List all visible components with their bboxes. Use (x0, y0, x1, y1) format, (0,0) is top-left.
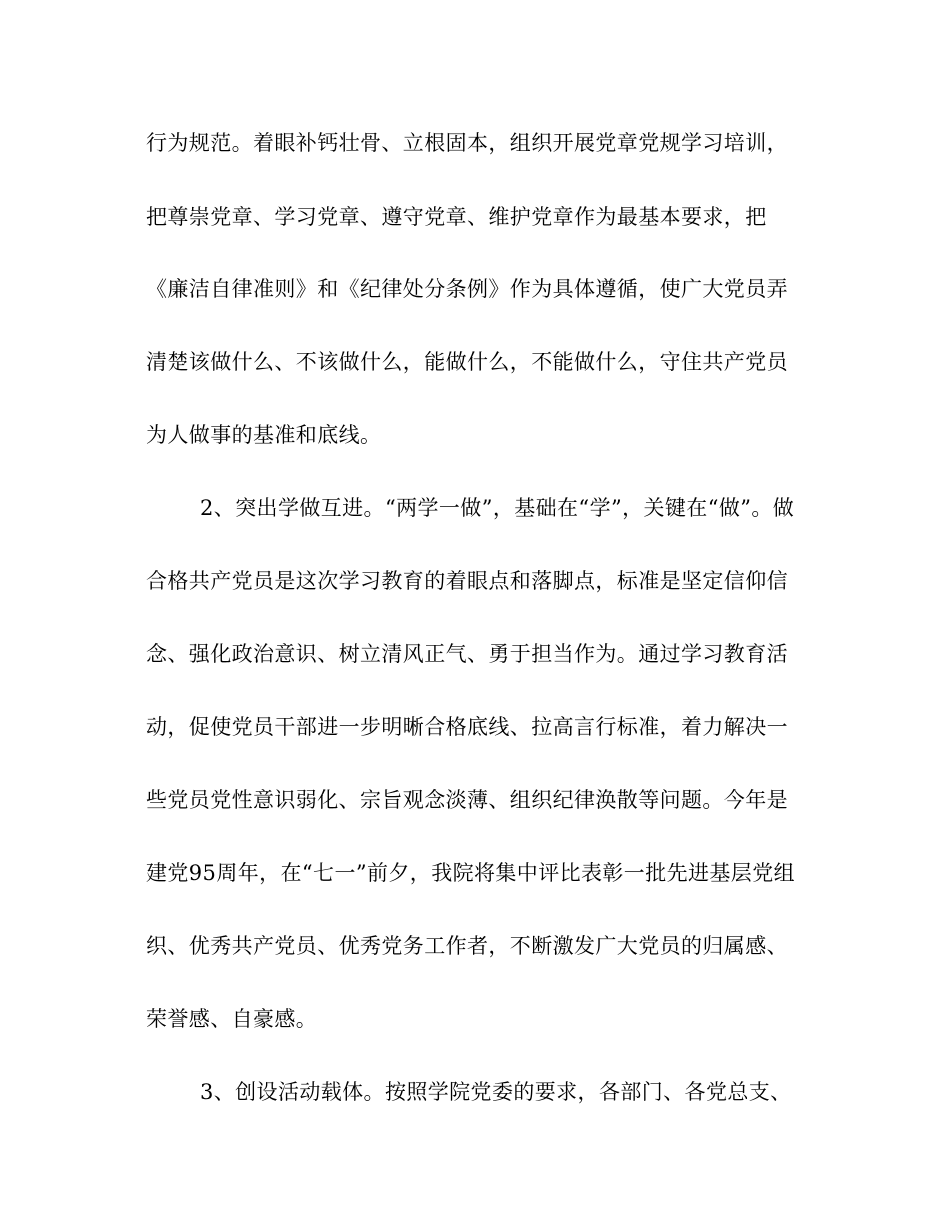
text-line: 合格共产党员是这次学习教育的着眼点和落脚点，标准是坚定信仰信 (146, 569, 788, 593)
text-line: 动，促使党员干部进一步明晰合格底线、拉高言行标准，着力解决一 (146, 715, 788, 739)
paragraph-start-line: 3、创设活动载体。按照学院党委的要求，各部门、各党总支、 (200, 1080, 792, 1104)
text-line: 建党95周年，在“七一”前夕，我院将集中评比表彰一批先进基层党组 (146, 861, 795, 885)
text-line: 念、强化政治意识、树立清风正气、勇于担当作为。通过学习教育活 (146, 642, 788, 666)
text-line: 行为规范。着眼补钙壮骨、立根固本，组织开展党章党规学习培训， (146, 131, 788, 155)
text-line: 些党员党性意识弱化、宗旨观念淡薄、组织纪律涣散等问题。今年是 (146, 788, 788, 812)
text-line: 《廉洁自律准则》和《纪律处分条例》作为具体遵循，使广大党员弄 (146, 277, 788, 301)
text-line: 把尊崇党章、学习党章、遵守党章、维护党章作为最基本要求，把 (146, 205, 767, 229)
text-line: 荣誉感、自豪感。 (146, 1007, 318, 1031)
text-line: 织、优秀共产党员、优秀党务工作者，不断激发广大党员的归属感、 (146, 934, 788, 958)
text-line: 为人做事的基准和底线。 (146, 423, 382, 447)
text-line: 清楚该做什么、不该做什么，能做什么，不能做什么，守住共产党员 (146, 350, 788, 374)
paragraph-start-line: 2、突出学做互进。“两学一做”，基础在“学”，关键在“做”。做 (200, 496, 795, 520)
